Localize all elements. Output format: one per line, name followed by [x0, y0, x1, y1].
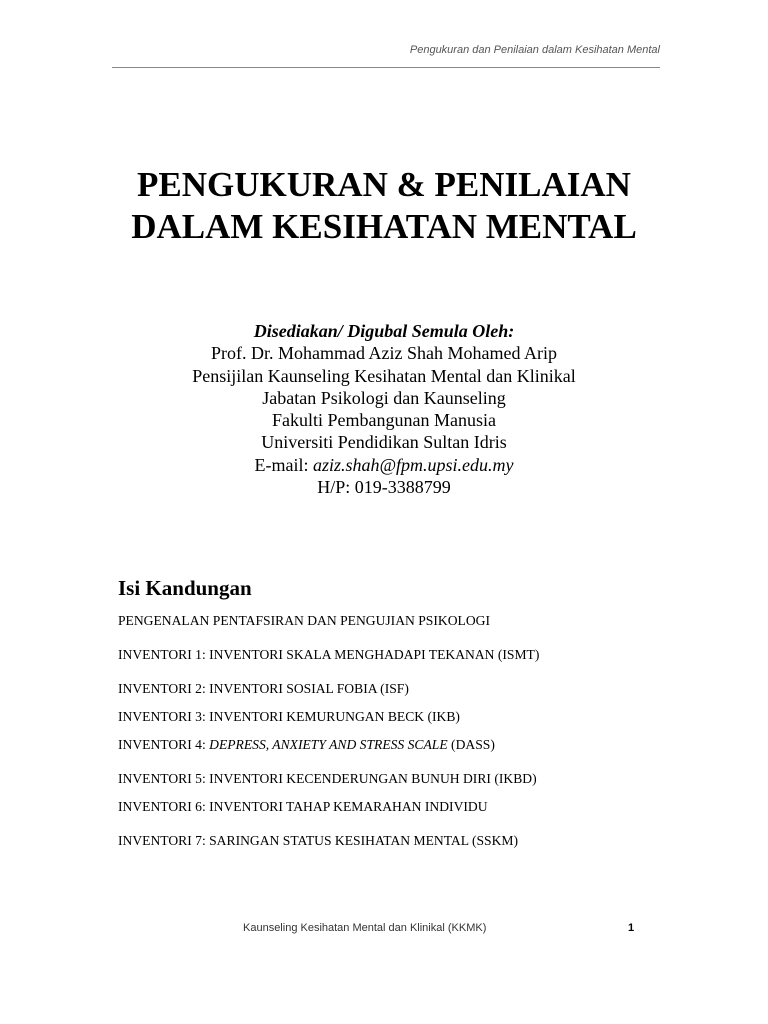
toc-item: INVENTORI 6: INVENTORI TAHAP KEMARAHAN INDIVIDU — [118, 799, 488, 814]
document-title — [0, 164, 768, 248]
department-name: Jabatan Psikologi dan Kaunseling — [262, 387, 506, 408]
author-credits — [0, 320, 768, 498]
toc-heading: Isi Kandungan — [118, 576, 252, 600]
university-name: Universiti Pendidikan Sultan Idris — [261, 432, 507, 453]
toc-item: INVENTORI 3: INVENTORI KEMURUNGAN BECK (IKB) — [118, 709, 460, 724]
toc-item-italic: DEPRESS, ANXIETY AND STRESS SCALE — [209, 737, 448, 752]
toc-item: PENGENALAN PENTAFSIRAN DAN PENGUJIAN PSIKOLOGI — [118, 613, 490, 628]
header-divider — [112, 67, 660, 68]
toc-item: INVENTORI 1: INVENTORI SKALA MENGHADAPI TEKANAN (ISMT) — [118, 647, 540, 662]
email-link[interactable]: aziz.shah@fpm.upsi.edu.my — [312, 454, 514, 475]
email-label: E-mail: — [254, 454, 313, 475]
running-header: Pengukuran dan Penilaian dalam Kesihatan Mental — [409, 44, 660, 56]
toc-item: INVENTORI 7: SARINGAN STATUS KESIHATAN MENTAL (SSKM) — [118, 833, 519, 848]
toc-item-prefix: INVENTORI 4: — [118, 737, 210, 752]
phone-line: H/P: 019-3388799 — [317, 477, 451, 498]
author-name: Prof. Dr. Mohammad Aziz Shah Mohamed Arip — [211, 343, 557, 364]
toc-item: INVENTORI 5: INVENTORI KECENDERUNGAN BUNUH DIRI (IKBD) — [118, 771, 537, 786]
running-footer: Kaunseling Kesihatan Mental dan Klinikal (KKMK) — [243, 922, 487, 934]
title-line-2: DALAM KESIHATAN MENTAL — [131, 207, 637, 246]
toc-item: INVENTORI 2: INVENTORI SOSIAL FOBIA (ISF) — [118, 681, 409, 696]
page-number: 1 — [628, 922, 635, 934]
title-line-1: PENGUKURAN & PENILAIAN — [137, 165, 631, 204]
faculty-name: Fakulti Pembangunan Manusia — [272, 410, 496, 431]
toc-item — [118, 737, 495, 753]
program-name: Pensijilan Kaunseling Kesihatan Mental dan Klinikal — [192, 365, 576, 386]
prepared-by-label: Disediakan/ Digubal Semula Oleh: — [253, 321, 515, 341]
email-line — [0, 454, 768, 476]
toc-item-suffix: (DASS) — [447, 737, 495, 752]
